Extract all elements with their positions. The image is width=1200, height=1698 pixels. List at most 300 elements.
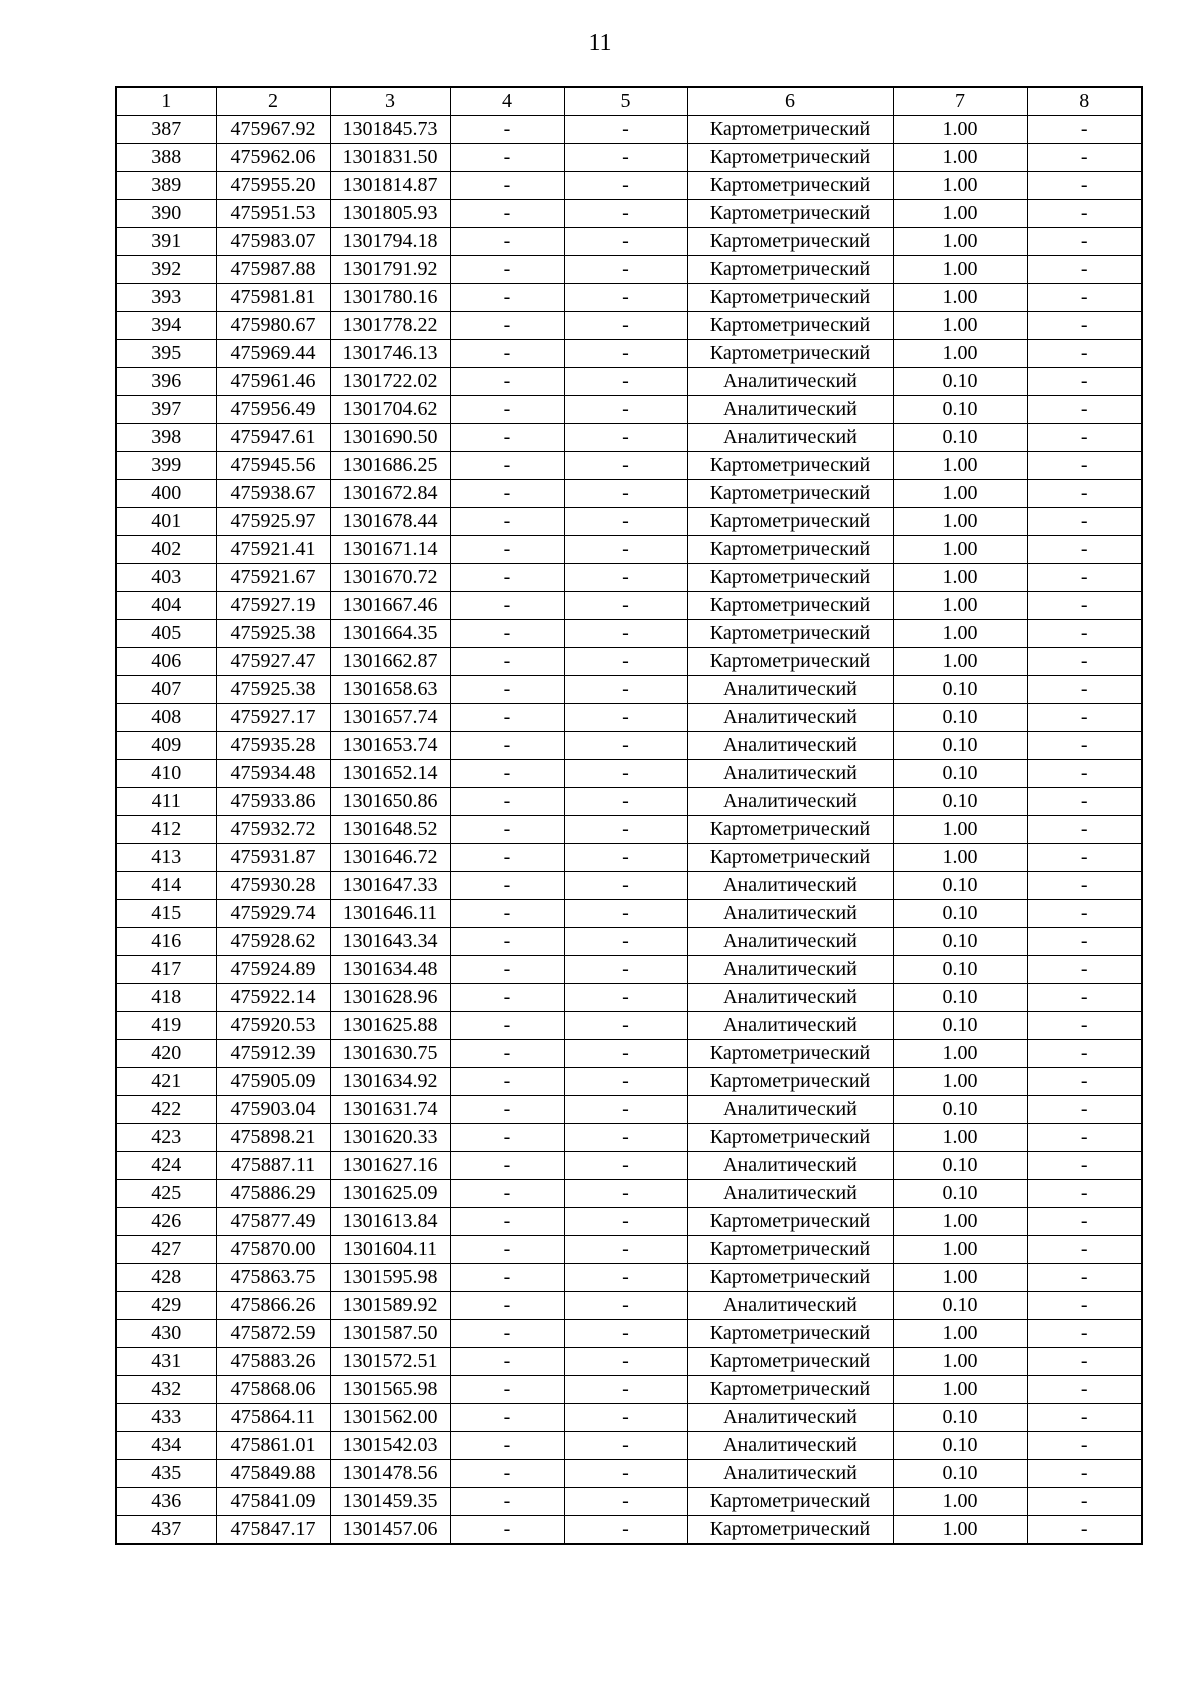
y-coordinate-cell: 1301686.25	[330, 452, 450, 480]
column-4-cell: -	[450, 704, 564, 732]
column-5-cell: -	[564, 1180, 687, 1208]
accuracy-cell: 1.00	[893, 508, 1027, 536]
table-row	[116, 1404, 1142, 1432]
method-cell: Аналитический	[687, 396, 893, 424]
x-coordinate-cell: 475921.67	[216, 564, 330, 592]
point-number-cell: 422	[116, 1096, 216, 1124]
table-row	[116, 228, 1142, 256]
table-row	[116, 1040, 1142, 1068]
column-4-cell: -	[450, 1292, 564, 1320]
y-coordinate-cell: 1301722.02	[330, 368, 450, 396]
column-4-cell: -	[450, 1236, 564, 1264]
accuracy-cell: 1.00	[893, 1516, 1027, 1545]
column-4-cell: -	[450, 1012, 564, 1040]
x-coordinate-cell: 475956.49	[216, 396, 330, 424]
column-4-cell: -	[450, 1460, 564, 1488]
column-4-cell: -	[450, 872, 564, 900]
point-number-cell: 396	[116, 368, 216, 396]
point-number-cell: 416	[116, 928, 216, 956]
y-coordinate-cell: 1301653.74	[330, 732, 450, 760]
method-cell: Картометрический	[687, 116, 893, 144]
column-4-cell: -	[450, 816, 564, 844]
column-8-cell: -	[1027, 396, 1142, 424]
y-coordinate-cell: 1301746.13	[330, 340, 450, 368]
x-coordinate-cell: 475877.49	[216, 1208, 330, 1236]
point-number-cell: 430	[116, 1320, 216, 1348]
x-coordinate-cell: 475935.28	[216, 732, 330, 760]
table-row	[116, 172, 1142, 200]
method-cell: Аналитический	[687, 760, 893, 788]
x-coordinate-cell: 475934.48	[216, 760, 330, 788]
accuracy-cell: 0.10	[893, 368, 1027, 396]
y-coordinate-cell: 1301589.92	[330, 1292, 450, 1320]
column-4-cell: -	[450, 592, 564, 620]
point-number-cell: 392	[116, 256, 216, 284]
point-number-cell: 425	[116, 1180, 216, 1208]
point-number-cell: 434	[116, 1432, 216, 1460]
column-4-cell: -	[450, 844, 564, 872]
method-cell: Аналитический	[687, 1460, 893, 1488]
method-cell: Картометрический	[687, 1124, 893, 1152]
y-coordinate-cell: 1301604.11	[330, 1236, 450, 1264]
y-coordinate-cell: 1301613.84	[330, 1208, 450, 1236]
accuracy-cell: 1.00	[893, 452, 1027, 480]
point-number-cell: 428	[116, 1264, 216, 1292]
column-8-cell: -	[1027, 872, 1142, 900]
table-row	[116, 340, 1142, 368]
point-number-cell: 404	[116, 592, 216, 620]
method-cell: Картометрический	[687, 144, 893, 172]
table-row	[116, 200, 1142, 228]
column-4-cell: -	[450, 536, 564, 564]
column-5-cell: -	[564, 508, 687, 536]
table-row	[116, 368, 1142, 396]
column-5-cell: -	[564, 844, 687, 872]
table-row	[116, 256, 1142, 284]
column-5-cell: -	[564, 1460, 687, 1488]
column-8-cell: -	[1027, 676, 1142, 704]
accuracy-cell: 0.10	[893, 424, 1027, 452]
accuracy-cell: 0.10	[893, 788, 1027, 816]
x-coordinate-cell: 475927.19	[216, 592, 330, 620]
column-5-cell: -	[564, 1404, 687, 1432]
y-coordinate-cell: 1301667.46	[330, 592, 450, 620]
x-coordinate-cell: 475947.61	[216, 424, 330, 452]
column-8-cell: -	[1027, 620, 1142, 648]
column-5-cell: -	[564, 928, 687, 956]
table-row	[116, 732, 1142, 760]
table-row	[116, 872, 1142, 900]
point-number-cell: 401	[116, 508, 216, 536]
point-number-cell: 398	[116, 424, 216, 452]
y-coordinate-cell: 1301690.50	[330, 424, 450, 452]
accuracy-cell: 1.00	[893, 1124, 1027, 1152]
column-8-cell: -	[1027, 424, 1142, 452]
y-coordinate-cell: 1301664.35	[330, 620, 450, 648]
table-row	[116, 508, 1142, 536]
column-5-cell: -	[564, 1124, 687, 1152]
column-8-cell: -	[1027, 788, 1142, 816]
accuracy-cell: 0.10	[893, 900, 1027, 928]
column-8-cell: -	[1027, 844, 1142, 872]
x-coordinate-cell: 475930.28	[216, 872, 330, 900]
column-4-cell: -	[450, 1376, 564, 1404]
table-row	[116, 1096, 1142, 1124]
column-5-cell: -	[564, 172, 687, 200]
table-row	[116, 928, 1142, 956]
column-8-cell: -	[1027, 228, 1142, 256]
method-cell: Картометрический	[687, 1068, 893, 1096]
point-number-cell: 417	[116, 956, 216, 984]
method-cell: Аналитический	[687, 1432, 893, 1460]
column-8-cell: -	[1027, 1096, 1142, 1124]
accuracy-cell: 0.10	[893, 1460, 1027, 1488]
method-cell: Картометрический	[687, 1488, 893, 1516]
point-number-cell: 413	[116, 844, 216, 872]
column-8-cell: -	[1027, 1376, 1142, 1404]
method-cell: Картометрический	[687, 1348, 893, 1376]
x-coordinate-cell: 475929.74	[216, 900, 330, 928]
column-5-cell: -	[564, 1376, 687, 1404]
column-4-cell: -	[450, 340, 564, 368]
column-8-cell: -	[1027, 452, 1142, 480]
table-row	[116, 564, 1142, 592]
accuracy-cell: 1.00	[893, 284, 1027, 312]
method-cell: Картометрический	[687, 284, 893, 312]
column-5-cell: -	[564, 956, 687, 984]
table-row	[116, 396, 1142, 424]
y-coordinate-cell: 1301457.06	[330, 1516, 450, 1545]
column-8-cell: -	[1027, 592, 1142, 620]
column-5-cell: -	[564, 1264, 687, 1292]
column-5-cell: -	[564, 312, 687, 340]
column-4-cell: -	[450, 452, 564, 480]
y-coordinate-cell: 1301572.51	[330, 1348, 450, 1376]
column-8-cell: -	[1027, 1236, 1142, 1264]
point-number-cell: 403	[116, 564, 216, 592]
method-cell: Аналитический	[687, 704, 893, 732]
column-4-cell: -	[450, 1124, 564, 1152]
column-5-cell: -	[564, 1236, 687, 1264]
x-coordinate-cell: 475861.01	[216, 1432, 330, 1460]
point-number-cell: 399	[116, 452, 216, 480]
accuracy-cell: 1.00	[893, 536, 1027, 564]
column-8-cell: -	[1027, 984, 1142, 1012]
column-4-cell: -	[450, 1348, 564, 1376]
x-coordinate-cell: 475868.06	[216, 1376, 330, 1404]
method-cell: Аналитический	[687, 1012, 893, 1040]
table-row	[116, 1432, 1142, 1460]
y-coordinate-cell: 1301542.03	[330, 1432, 450, 1460]
y-coordinate-cell: 1301646.72	[330, 844, 450, 872]
x-coordinate-cell: 475962.06	[216, 144, 330, 172]
point-number-cell: 420	[116, 1040, 216, 1068]
accuracy-cell: 1.00	[893, 200, 1027, 228]
table-row	[116, 1460, 1142, 1488]
column-5-cell: -	[564, 564, 687, 592]
column-4-cell: -	[450, 284, 564, 312]
column-5-cell: -	[564, 144, 687, 172]
column-5-cell: -	[564, 816, 687, 844]
accuracy-cell: 0.10	[893, 956, 1027, 984]
x-coordinate-cell: 475841.09	[216, 1488, 330, 1516]
accuracy-cell: 1.00	[893, 592, 1027, 620]
column-5-cell: -	[564, 1292, 687, 1320]
x-coordinate-cell: 475945.56	[216, 452, 330, 480]
y-coordinate-cell: 1301657.74	[330, 704, 450, 732]
table-body	[116, 87, 1142, 1544]
y-coordinate-cell: 1301670.72	[330, 564, 450, 592]
column-4-cell: -	[450, 396, 564, 424]
column-4-cell: -	[450, 788, 564, 816]
column-8-cell: -	[1027, 172, 1142, 200]
x-coordinate-cell: 475955.20	[216, 172, 330, 200]
header-cell: 6	[687, 87, 893, 116]
x-coordinate-cell: 475938.67	[216, 480, 330, 508]
x-coordinate-cell: 475864.11	[216, 1404, 330, 1432]
accuracy-cell: 1.00	[893, 1236, 1027, 1264]
column-5-cell: -	[564, 732, 687, 760]
point-number-cell: 408	[116, 704, 216, 732]
column-5-cell: -	[564, 1152, 687, 1180]
y-coordinate-cell: 1301678.44	[330, 508, 450, 536]
method-cell: Картометрический	[687, 1040, 893, 1068]
x-coordinate-cell: 475886.29	[216, 1180, 330, 1208]
x-coordinate-cell: 475922.14	[216, 984, 330, 1012]
column-5-cell: -	[564, 676, 687, 704]
point-number-cell: 400	[116, 480, 216, 508]
column-4-cell: -	[450, 1068, 564, 1096]
column-4-cell: -	[450, 564, 564, 592]
y-coordinate-cell: 1301805.93	[330, 200, 450, 228]
method-cell: Картометрический	[687, 200, 893, 228]
column-8-cell: -	[1027, 1516, 1142, 1545]
accuracy-cell: 1.00	[893, 564, 1027, 592]
column-5-cell: -	[564, 452, 687, 480]
column-8-cell: -	[1027, 1068, 1142, 1096]
column-8-cell: -	[1027, 340, 1142, 368]
column-8-cell: -	[1027, 1040, 1142, 1068]
y-coordinate-cell: 1301620.33	[330, 1124, 450, 1152]
column-8-cell: -	[1027, 1348, 1142, 1376]
method-cell: Аналитический	[687, 1404, 893, 1432]
column-8-cell: -	[1027, 368, 1142, 396]
column-4-cell: -	[450, 144, 564, 172]
column-4-cell: -	[450, 200, 564, 228]
x-coordinate-cell: 475927.17	[216, 704, 330, 732]
column-5-cell: -	[564, 872, 687, 900]
accuracy-cell: 0.10	[893, 1096, 1027, 1124]
coordinates-table	[115, 86, 1143, 1545]
column-4-cell: -	[450, 1208, 564, 1236]
column-4-cell: -	[450, 256, 564, 284]
point-number-cell: 407	[116, 676, 216, 704]
x-coordinate-cell: 475951.53	[216, 200, 330, 228]
column-8-cell: -	[1027, 312, 1142, 340]
column-8-cell: -	[1027, 732, 1142, 760]
table-row	[116, 956, 1142, 984]
method-cell: Аналитический	[687, 1180, 893, 1208]
y-coordinate-cell: 1301631.74	[330, 1096, 450, 1124]
method-cell: Картометрический	[687, 844, 893, 872]
table-row	[116, 1376, 1142, 1404]
column-4-cell: -	[450, 732, 564, 760]
column-4-cell: -	[450, 172, 564, 200]
accuracy-cell: 0.10	[893, 1012, 1027, 1040]
column-8-cell: -	[1027, 200, 1142, 228]
table-row	[116, 1208, 1142, 1236]
y-coordinate-cell: 1301646.11	[330, 900, 450, 928]
accuracy-cell: 1.00	[893, 1264, 1027, 1292]
column-4-cell: -	[450, 1264, 564, 1292]
method-cell: Картометрический	[687, 172, 893, 200]
column-8-cell: -	[1027, 284, 1142, 312]
accuracy-cell: 0.10	[893, 1404, 1027, 1432]
x-coordinate-cell: 475967.92	[216, 116, 330, 144]
method-cell: Аналитический	[687, 928, 893, 956]
method-cell: Картометрический	[687, 228, 893, 256]
method-cell: Аналитический	[687, 872, 893, 900]
column-5-cell: -	[564, 200, 687, 228]
table-row	[116, 844, 1142, 872]
header-cell: 3	[330, 87, 450, 116]
column-4-cell: -	[450, 368, 564, 396]
accuracy-cell: 0.10	[893, 760, 1027, 788]
column-8-cell: -	[1027, 1432, 1142, 1460]
y-coordinate-cell: 1301658.63	[330, 676, 450, 704]
x-coordinate-cell: 475927.47	[216, 648, 330, 676]
x-coordinate-cell: 475980.67	[216, 312, 330, 340]
table-row	[116, 1348, 1142, 1376]
x-coordinate-cell: 475870.00	[216, 1236, 330, 1264]
point-number-cell: 427	[116, 1236, 216, 1264]
point-number-cell: 429	[116, 1292, 216, 1320]
table-row	[116, 676, 1142, 704]
column-8-cell: -	[1027, 1488, 1142, 1516]
accuracy-cell: 1.00	[893, 144, 1027, 172]
method-cell: Картометрический	[687, 480, 893, 508]
method-cell: Картометрический	[687, 1208, 893, 1236]
column-5-cell: -	[564, 648, 687, 676]
point-number-cell: 431	[116, 1348, 216, 1376]
x-coordinate-cell: 475981.81	[216, 284, 330, 312]
method-cell: Картометрический	[687, 592, 893, 620]
x-coordinate-cell: 475905.09	[216, 1068, 330, 1096]
x-coordinate-cell: 475887.11	[216, 1152, 330, 1180]
table-row	[116, 312, 1142, 340]
header-cell: 2	[216, 87, 330, 116]
column-4-cell: -	[450, 1152, 564, 1180]
column-8-cell: -	[1027, 480, 1142, 508]
point-number-cell: 411	[116, 788, 216, 816]
y-coordinate-cell: 1301704.62	[330, 396, 450, 424]
method-cell: Картометрический	[687, 508, 893, 536]
accuracy-cell: 1.00	[893, 648, 1027, 676]
column-8-cell: -	[1027, 564, 1142, 592]
x-coordinate-cell: 475920.53	[216, 1012, 330, 1040]
point-number-cell: 418	[116, 984, 216, 1012]
column-4-cell: -	[450, 620, 564, 648]
x-coordinate-cell: 475903.04	[216, 1096, 330, 1124]
column-8-cell: -	[1027, 1124, 1142, 1152]
column-5-cell: -	[564, 284, 687, 312]
method-cell: Картометрический	[687, 452, 893, 480]
column-8-cell: -	[1027, 816, 1142, 844]
column-5-cell: -	[564, 1488, 687, 1516]
method-cell: Картометрический	[687, 564, 893, 592]
accuracy-cell: 1.00	[893, 620, 1027, 648]
column-4-cell: -	[450, 984, 564, 1012]
column-4-cell: -	[450, 1320, 564, 1348]
table-row	[116, 1068, 1142, 1096]
method-cell: Картометрический	[687, 1320, 893, 1348]
table-row	[116, 144, 1142, 172]
table-row	[116, 984, 1142, 1012]
column-4-cell: -	[450, 1516, 564, 1545]
point-number-cell: 423	[116, 1124, 216, 1152]
column-8-cell: -	[1027, 1292, 1142, 1320]
column-4-cell: -	[450, 424, 564, 452]
point-number-cell: 406	[116, 648, 216, 676]
point-number-cell: 402	[116, 536, 216, 564]
method-cell: Картометрический	[687, 648, 893, 676]
y-coordinate-cell: 1301814.87	[330, 172, 450, 200]
column-8-cell: -	[1027, 760, 1142, 788]
method-cell: Аналитический	[687, 788, 893, 816]
column-5-cell: -	[564, 228, 687, 256]
column-8-cell: -	[1027, 1152, 1142, 1180]
accuracy-cell: 1.00	[893, 172, 1027, 200]
x-coordinate-cell: 475928.62	[216, 928, 330, 956]
method-cell: Картометрический	[687, 816, 893, 844]
point-number-cell: 397	[116, 396, 216, 424]
accuracy-cell: 1.00	[893, 1320, 1027, 1348]
column-8-cell: -	[1027, 1180, 1142, 1208]
point-number-cell: 419	[116, 1012, 216, 1040]
table-row	[116, 1516, 1142, 1545]
x-coordinate-cell: 475931.87	[216, 844, 330, 872]
method-cell: Аналитический	[687, 368, 893, 396]
column-4-cell: -	[450, 1180, 564, 1208]
accuracy-cell: 1.00	[893, 816, 1027, 844]
y-coordinate-cell: 1301634.48	[330, 956, 450, 984]
column-5-cell: -	[564, 1432, 687, 1460]
column-5-cell: -	[564, 1068, 687, 1096]
method-cell: Картометрический	[687, 256, 893, 284]
y-coordinate-cell: 1301562.00	[330, 1404, 450, 1432]
column-4-cell: -	[450, 1040, 564, 1068]
point-number-cell: 393	[116, 284, 216, 312]
column-5-cell: -	[564, 984, 687, 1012]
accuracy-cell: 0.10	[893, 732, 1027, 760]
table-row	[116, 788, 1142, 816]
column-5-cell: -	[564, 1040, 687, 1068]
column-4-cell: -	[450, 480, 564, 508]
point-number-cell: 435	[116, 1460, 216, 1488]
column-5-cell: -	[564, 1320, 687, 1348]
column-5-cell: -	[564, 1096, 687, 1124]
point-number-cell: 389	[116, 172, 216, 200]
page-number: 11	[588, 30, 612, 56]
column-4-cell: -	[450, 928, 564, 956]
y-coordinate-cell: 1301778.22	[330, 312, 450, 340]
y-coordinate-cell: 1301662.87	[330, 648, 450, 676]
column-8-cell: -	[1027, 116, 1142, 144]
y-coordinate-cell: 1301630.75	[330, 1040, 450, 1068]
column-5-cell: -	[564, 704, 687, 732]
column-5-cell: -	[564, 760, 687, 788]
x-coordinate-cell: 475987.88	[216, 256, 330, 284]
